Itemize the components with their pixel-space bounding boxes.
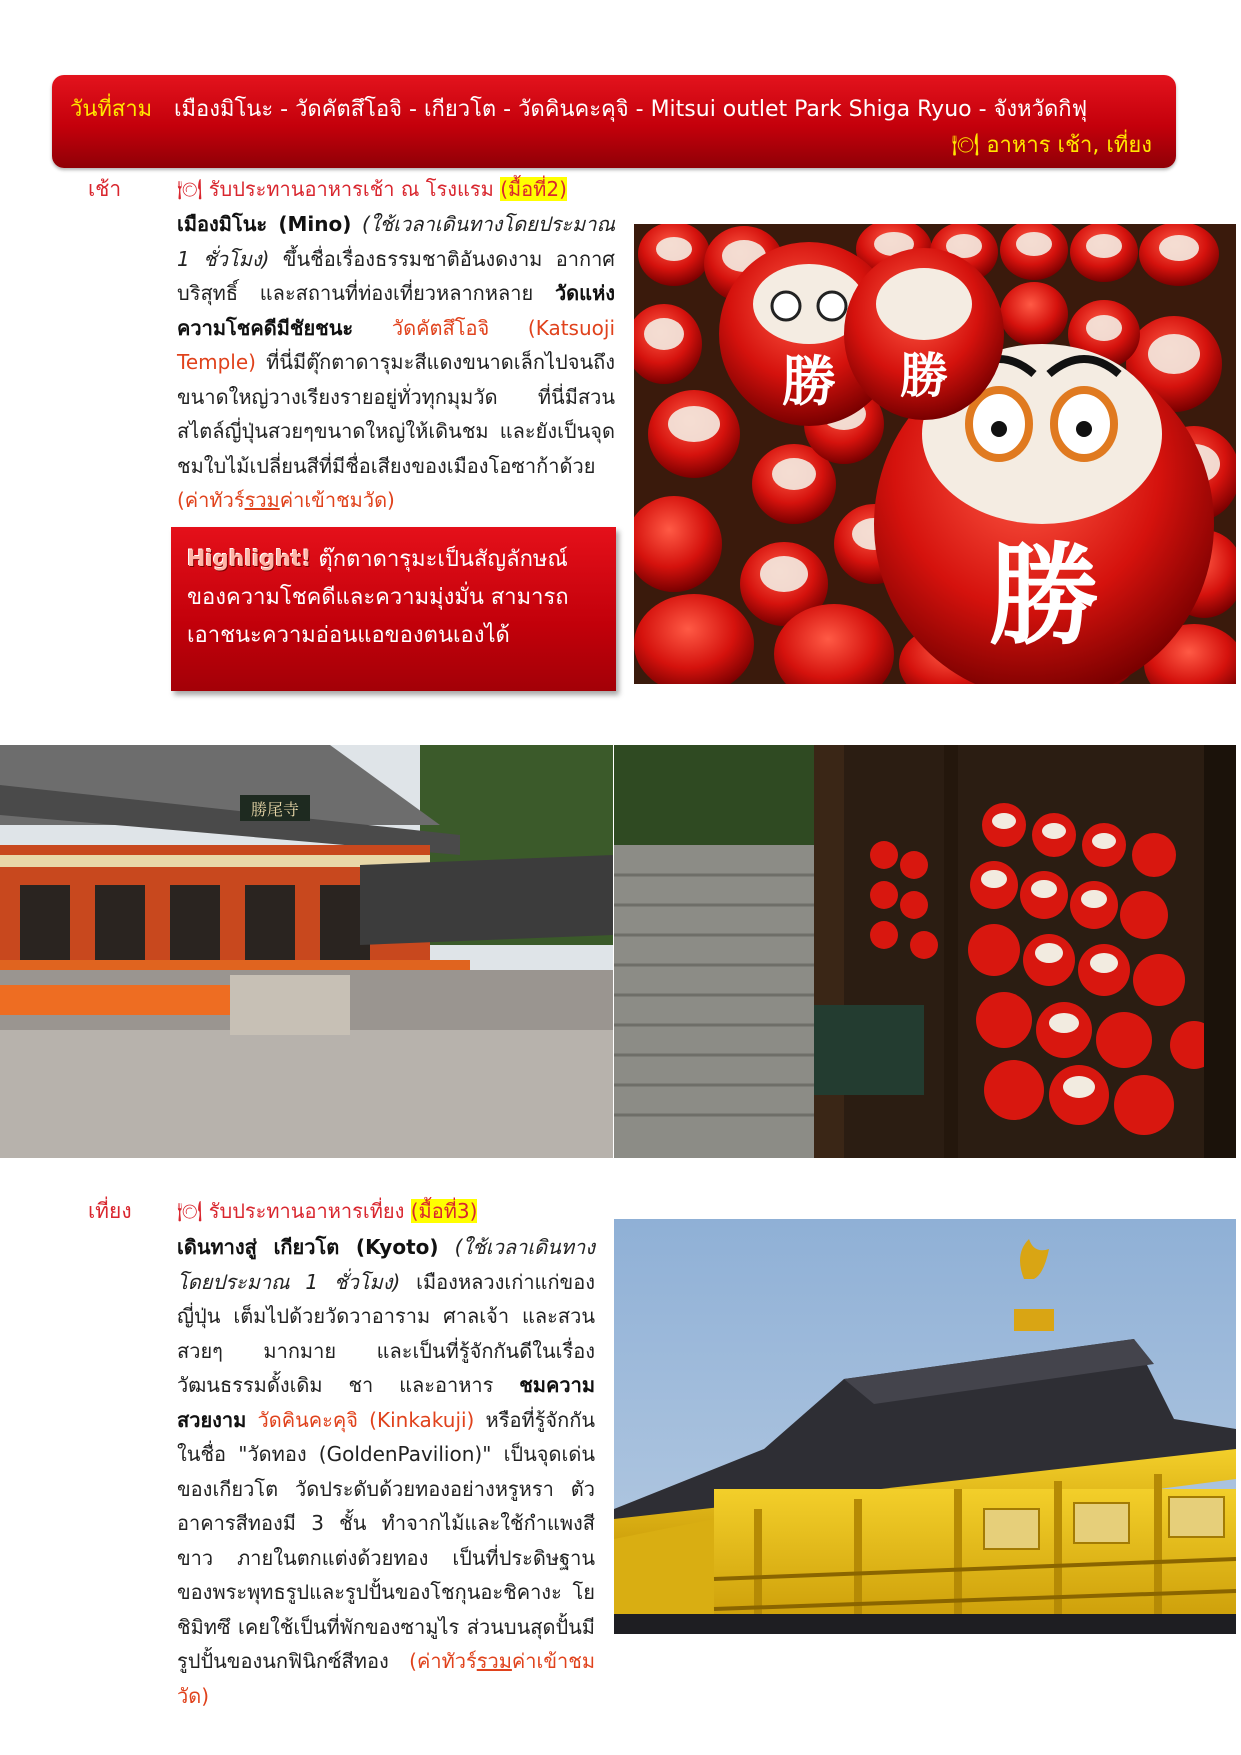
- fee-note: (ค่าทัวร์รวมค่าเข้าชมวัด): [177, 488, 395, 512]
- svg-text:勝: 勝: [899, 348, 949, 404]
- kinkakuji-photo: [614, 1219, 1236, 1634]
- kyoto-text-1: เมืองหลวงเก่าแก่ของญี่ปุ่น เต็มไปด้วยวัดวาอาราม ศาลเจ้า และสวนสวยๆ มากมาย และเป็นที่รู้จักกันดีในเรื่องวัฒนธรรมดั้งเดิม ชา และอาหาร: [177, 1269, 595, 1397]
- meals-text: อาหาร เช้า, เที่ยง: [986, 133, 1152, 158]
- svg-text:勝: 勝: [989, 532, 1099, 660]
- highlight-box: [171, 527, 616, 691]
- noon-label: เที่ยง: [88, 1199, 132, 1223]
- mino-text-2: ที่นี่มีตุ๊กตาดารุมะสีแดงขนาดเล็กไปจนถึงขนาดใหญ่วางเรียงรายอยู่ทั่วทุกมุมวัด ที่นี่มีสวนสไตล์ญี่ปุ่นสวยๆขนาดใหญ่ให้เดินชม และยังเป็นจุดชมใบไม้เปลี่ยนสีที่มีชื่อเสียงของเมืองโอซาก้าด้วย: [177, 350, 615, 478]
- golden-pavilion-illustration: [614, 1219, 1236, 1634]
- kyoto-title: เดินทางสู่ เกียวโต (Kyoto): [177, 1235, 439, 1259]
- fee-note: (ค่าทัวร์รวมค่าเข้าชมวัด): [177, 1649, 595, 1708]
- day-header-banner: [52, 75, 1176, 168]
- breakfast-text: รับประทานอาหารเช้า ณ โรงแรม: [208, 177, 494, 201]
- medium-daruma-right: [844, 248, 1004, 420]
- meal-number-badge: (มื้อที่2): [500, 177, 567, 201]
- plate-icon: 🍽: [177, 1199, 203, 1223]
- mino-title: เมืองมิโนะ (Mino): [177, 212, 352, 236]
- svg-text:勝尾寺: 勝尾寺: [250, 800, 300, 819]
- daruma-illustration: [634, 224, 1236, 684]
- morning-label: เช้า: [88, 177, 122, 201]
- mino-text-1: ขึ้นชื่อเรื่องธรรมชาติอันงดงาม อากาศบริสุทธิ์ และสถานที่ท่องเที่ยวหลากหลาย: [177, 246, 615, 305]
- katsuoji-hall-photo: [0, 745, 613, 1158]
- breakfast-line: [177, 173, 567, 205]
- day-label: วันที่สาม: [70, 97, 153, 122]
- daruma-photo: [634, 224, 1236, 684]
- stairs-illustration: [614, 745, 1236, 1158]
- plate-icon: 🍽: [177, 177, 203, 201]
- lunch-line: [177, 1195, 477, 1227]
- meal-number-badge: (มื้อที่3): [410, 1199, 478, 1223]
- mino-travel-time: (ใช้เวลาเดินทางโดยประมาณ 1 ชั่วโมง): [177, 212, 615, 271]
- meals-summary: [951, 127, 1152, 162]
- highlight-body: ตุ๊กตาดารุมะเป็นสัญลักษณ์ของความโชคดีและความมุ่งมั่น สามารถเอาชนะความอ่อนแอของตนเองได้: [187, 547, 569, 648]
- highlight-text: [187, 541, 602, 655]
- kyoto-bold: ชมความสวยงาม: [177, 1373, 595, 1432]
- highlight-word: Highlight!: [187, 547, 312, 572]
- temple-hall-illustration: [0, 745, 613, 1158]
- kyoto-paragraph: [177, 1230, 595, 1713]
- kyoto-text-2: หรือที่รู้จักกันในชื่อ "วัดทอง (GoldenPavilion)" เป็นจุดเด่นของเกียวโต วัดประดับด้วยทองอย่างหรูหรา ตัวอาคารสีทองมี 3 ชั้น ทำจากไม้และใช้กำแพงสีขาว ภายในตกแต่งด้วยทอง เป็นที่ประดิษฐานของพระพุทธรูปและรูปปั้นของโชกุนอะชิคางะ โยชิมิทซึ เคยใช้เป็นที่พักของซามูไร ส่วนบนสุดปั้นมีรูปปั้นของนกฟินิกซ์สีทอง: [177, 1407, 596, 1673]
- mino-paragraph: [177, 207, 615, 518]
- route-text: เมืองมิโนะ - วัดคัตสึโอจิ - เกียวโต - วัดคินคะคุจิ - Mitsui outlet Park Shiga Ryuo - จังหวัดกิฟุ: [174, 97, 1088, 122]
- katsuoji-name: วัดคัตสึโอจิ (Katsuoji Temple): [177, 315, 616, 374]
- daruma-shelves-photo: [614, 745, 1236, 1158]
- mino-bold: วัดแห่งความโชคดีมีชัยชนะ: [177, 281, 616, 340]
- svg-text:勝: 勝: [782, 350, 836, 413]
- lunch-text: รับประทานอาหารเที่ยง: [208, 1199, 405, 1223]
- kinkakuji-name: วัดคินคะคุจิ (Kinkakuji): [257, 1407, 475, 1432]
- kyoto-travel-time: (ใช้เวลาเดินทางโดยประมาณ 1 ชั่วโมง): [177, 1235, 595, 1294]
- plate-icon: 🍽: [951, 133, 980, 158]
